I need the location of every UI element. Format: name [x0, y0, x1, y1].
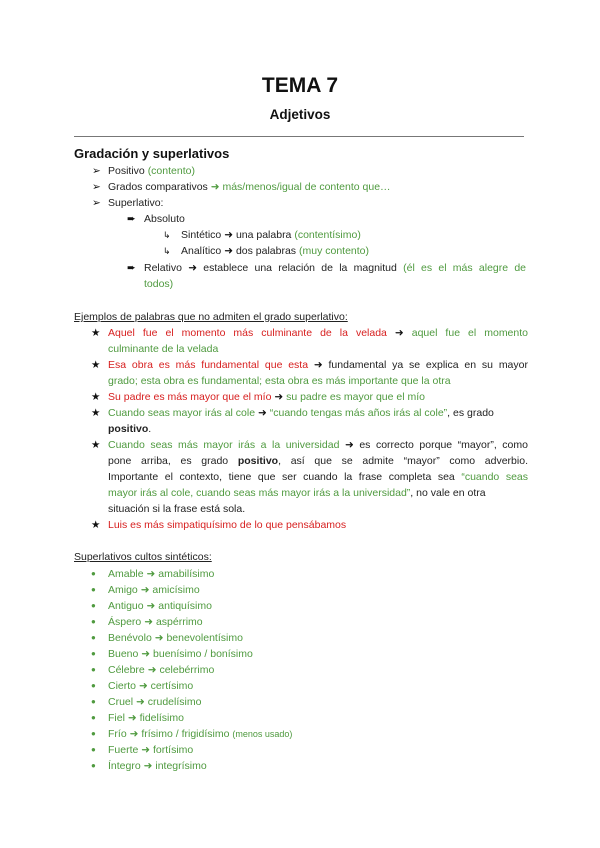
dot-bullet-icon: ● — [91, 713, 96, 722]
dot-bullet-icon: ● — [91, 601, 96, 610]
list-item: Áspero ➜ aspérrimo — [108, 616, 203, 628]
list-item: Amable ➜ amabilísimo — [108, 568, 215, 580]
list-item: Cruel ➜ crudelísimo — [108, 696, 202, 708]
star-bullet-icon: ★ — [91, 439, 101, 451]
list-item: Benévolo ➜ benevolentísimo — [108, 632, 243, 644]
arrowhead-bullet-icon: ➢ — [92, 181, 101, 193]
dot-bullet-icon: ● — [91, 761, 96, 770]
list-item: Célebre ➜ celebérrimo — [108, 664, 215, 676]
dot-bullet-icon: ● — [91, 729, 96, 738]
dot-bullet-icon: ● — [91, 633, 96, 642]
arrow-icon: ➜ — [394, 327, 404, 339]
list-item-relativo: Relativo ➜ establece una relación de la magnitud (él es el más alegre de todos) — [144, 262, 527, 290]
list-item: Fiel ➜ fidelísimo — [108, 712, 184, 724]
list-item: Bueno ➜ buenísimo / bonísimo — [108, 648, 253, 660]
list-item: Amigo ➜ amicísimo — [108, 584, 200, 596]
list-item-sintetico: Sintético ➜ una palabra (contentísimo) — [181, 229, 361, 241]
dot-bullet-icon: ● — [91, 569, 96, 578]
arrow-icon: ➜ — [138, 680, 148, 692]
arrow-icon: ➜ — [188, 262, 198, 274]
arrow-icon: ➜ — [147, 664, 157, 676]
dot-bullet-icon: ● — [91, 681, 96, 690]
dot-bullet-icon: ● — [91, 585, 96, 594]
page-subtitle: Adjetivos — [269, 107, 331, 122]
list-item: Íntegro ➜ integrísimo — [108, 760, 207, 772]
star-bullet-icon: ★ — [91, 519, 101, 531]
arrow-bullet-icon: ➨ — [127, 262, 136, 274]
dot-bullet-icon: ● — [91, 649, 96, 658]
list-item-comparativos: Grados comparativos ➜ más/menos/igual de contento que… — [108, 181, 391, 193]
arrowhead-bullet-icon: ➢ — [92, 197, 101, 209]
star-bullet-icon: ★ — [91, 391, 101, 403]
list-item-absoluto: Absoluto — [144, 213, 185, 225]
star-bullet-icon: ★ — [91, 327, 101, 339]
arrow-icon: ➜ — [154, 632, 164, 644]
arrow-icon: ➜ — [210, 181, 220, 193]
arrow-icon: ➜ — [344, 439, 354, 451]
arrow-icon: ➜ — [141, 648, 151, 660]
example-item: Aquel fue el momento más culminante de la velada ➜ aquel fue el momento culminante de la velada — [108, 327, 528, 355]
arrow-icon: ➜ — [143, 760, 153, 772]
dot-bullet-icon: ● — [91, 697, 96, 706]
dot-bullet-icon: ● — [91, 617, 96, 626]
divider — [74, 136, 524, 137]
example-item: Luis es más simpatiquísimo de lo que pensábamos — [108, 519, 347, 531]
dot-bullet-icon: ● — [91, 665, 96, 674]
section-heading-superlativos-cultos: Superlativos cultos sintéticos: — [74, 551, 212, 563]
page-title: TEMA 7 — [261, 74, 339, 97]
list-item-superlativo: Superlativo: — [108, 197, 164, 209]
section-heading-gradacion: Gradación y superlativos — [74, 146, 230, 161]
arrow-icon: ➜ — [224, 245, 234, 257]
example-item: Esa obra es más fundamental que esta ➜ fundamental ya se explica en su mayor grado; esta obra es fundamental; esta obra es más importante que la otra — [108, 359, 528, 387]
list-item: Antiguo ➜ antiquísimo — [108, 600, 212, 612]
arrowhead-bullet-icon: ➢ — [92, 165, 101, 177]
corner-arrow-icon: ↳ — [163, 246, 171, 256]
arrow-icon: ➜ — [146, 600, 156, 612]
example-item: Cuando seas más mayor irás a la universidad ➜ es correcto porque “mayor”, como pone arriba, es grado positivo, así que se admite “mayor” como adverbio. Importante el contexto, tiene que ser cuando la frase completa sea “cuando seas mayor irás al cole, cuando seas más mayor irás a la universidad”, no vale en otra situación si la frase está sola. — [108, 439, 528, 515]
section-heading-ejemplos: Ejemplos de palabras que no admiten el grado superlativo: — [74, 311, 348, 323]
star-bullet-icon: ★ — [91, 407, 101, 419]
list-item: Cierto ➜ certísimo — [108, 680, 194, 692]
arrow-icon: ➜ — [144, 616, 154, 628]
list-item: Frío ➜ frísimo / frigidísimo (menos usado) — [108, 728, 293, 740]
arrow-icon: ➜ — [141, 744, 151, 756]
arrow-icon: ➜ — [224, 229, 234, 241]
arrow-icon: ➜ — [146, 568, 156, 580]
arrow-bullet-icon: ➨ — [127, 213, 136, 225]
corner-arrow-icon: ↳ — [163, 230, 171, 240]
dot-bullet-icon: ● — [91, 745, 96, 754]
example-item: Cuando seas mayor irás al cole ➜ “cuando tengas más años irás al cole”, es grado positivo. — [108, 407, 494, 435]
arrow-icon: ➜ — [136, 696, 145, 708]
arrow-icon: ➜ — [127, 712, 137, 724]
list-item: Fuerte ➜ fortísimo — [108, 744, 194, 756]
arrow-icon: ➜ — [140, 584, 150, 596]
star-bullet-icon: ★ — [91, 359, 101, 371]
list-item-positivo: Positivo (contento) — [108, 165, 195, 177]
example-item: Su padre es más mayor que el mío ➜ su padre es mayor que el mío — [108, 391, 425, 403]
arrow-icon: ➜ — [274, 391, 284, 403]
list-item-analitico: Analítico ➜ dos palabras (muy contento) — [181, 245, 370, 257]
arrow-icon: ➜ — [313, 359, 323, 371]
arrow-icon: ➜ — [258, 407, 267, 419]
arrow-icon: ➜ — [129, 728, 139, 740]
